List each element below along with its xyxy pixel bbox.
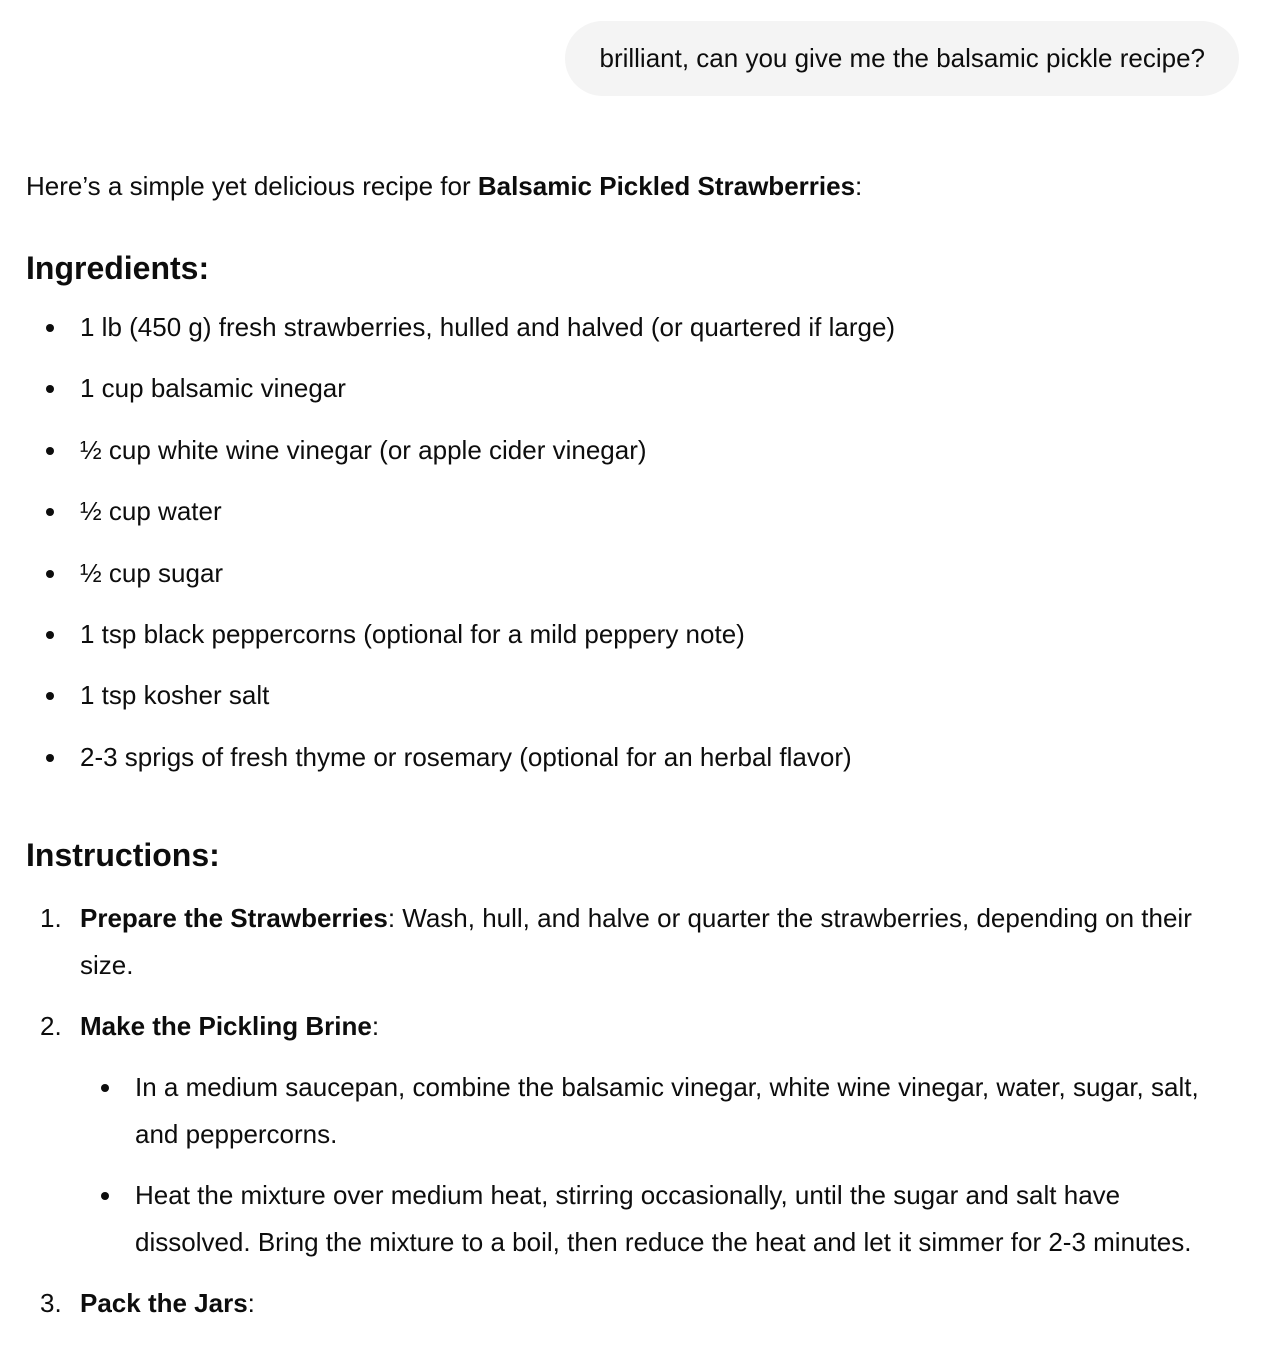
ingredient-text: ½ cup sugar [80, 557, 224, 588]
ingredient-item [26, 611, 1226, 672]
ingredient-item [26, 734, 1226, 795]
bullet-icon [46, 447, 54, 455]
bullet-icon [101, 1084, 109, 1092]
ingredient-text: 1 cup balsamic vinegar [80, 373, 346, 404]
step-title: Pack the Jars [80, 1288, 248, 1319]
sub-step-text: In a medium saucepan, combine the balsamic vinegar, white wine vinegar, water, sugar, salt, and peppercorns. [135, 1072, 1199, 1150]
step-text: : Wash, hull, and halve or quarter the strawberries, depending on their size. [80, 903, 1192, 981]
instruction-step [26, 1280, 1226, 1327]
instruction-step [26, 1003, 1226, 1266]
bullet-icon [46, 631, 54, 639]
intro-prefix: Here’s a simple yet delicious recipe for [26, 171, 478, 201]
ingredient-item [26, 427, 1226, 488]
bullet-icon [46, 324, 54, 332]
ingredients-heading: Ingredients: [26, 250, 210, 286]
assistant-message [26, 163, 1226, 1341]
sub-step-item [80, 1064, 1226, 1158]
step-title: Prepare the Strawberries [80, 903, 388, 934]
ingredient-item [26, 365, 1226, 426]
step-number: 1. [40, 903, 62, 934]
bullet-icon [46, 385, 54, 393]
ingredient-text: ½ cup white wine vinegar (or apple cider vinegar) [80, 434, 647, 465]
ingredient-item [26, 550, 1226, 611]
instructions-heading: Instructions: [26, 837, 220, 874]
instruction-step [26, 895, 1226, 989]
user-message-row [565, 21, 1239, 96]
sub-step-item [80, 1172, 1226, 1266]
sub-step-text: Heat the mixture over medium heat, stirring occasionally, until the sugar and salt have dissolved. Bring the mixture to a boil, then reduce the heat and let it simmer for 2-3 minutes. [135, 1180, 1192, 1258]
ingredient-text: 1 tsp black peppercorns (optional for a mild peppery note) [80, 618, 745, 649]
ingredient-item [26, 672, 1226, 733]
ingredient-text: ½ cup water [80, 496, 222, 527]
step-text: : [371, 1011, 380, 1042]
user-message-bubble: brilliant, can you give me the balsamic pickle recipe? [565, 21, 1239, 96]
ingredient-text: 2-3 sprigs of fresh thyme or rosemary (optional for an herbal flavor) [80, 741, 852, 772]
ingredient-item [26, 488, 1226, 549]
step-number: 3. [40, 1288, 62, 1319]
step-number: 2. [40, 1011, 62, 1042]
ingredient-text: 1 tsp kosher salt [80, 680, 270, 711]
bullet-icon [101, 1192, 109, 1200]
bullet-icon [46, 570, 54, 578]
step-sublist [80, 1064, 1226, 1266]
step-text: : [247, 1288, 255, 1319]
bullet-icon [46, 754, 54, 762]
step-title: Make the Pickling Brine [80, 1011, 372, 1042]
intro-recipe-name: Balsamic Pickled Strawberries [477, 171, 856, 201]
bullet-icon [46, 508, 54, 516]
ingredients-list [26, 304, 1226, 795]
ingredient-item [26, 304, 1226, 365]
intro-suffix: : [855, 171, 863, 201]
instructions-list [26, 895, 1226, 1327]
intro-paragraph [26, 163, 1226, 210]
ingredient-text: 1 lb (450 g) fresh strawberries, hulled and halved (or quartered if large) [80, 312, 896, 342]
bullet-icon [46, 692, 54, 700]
